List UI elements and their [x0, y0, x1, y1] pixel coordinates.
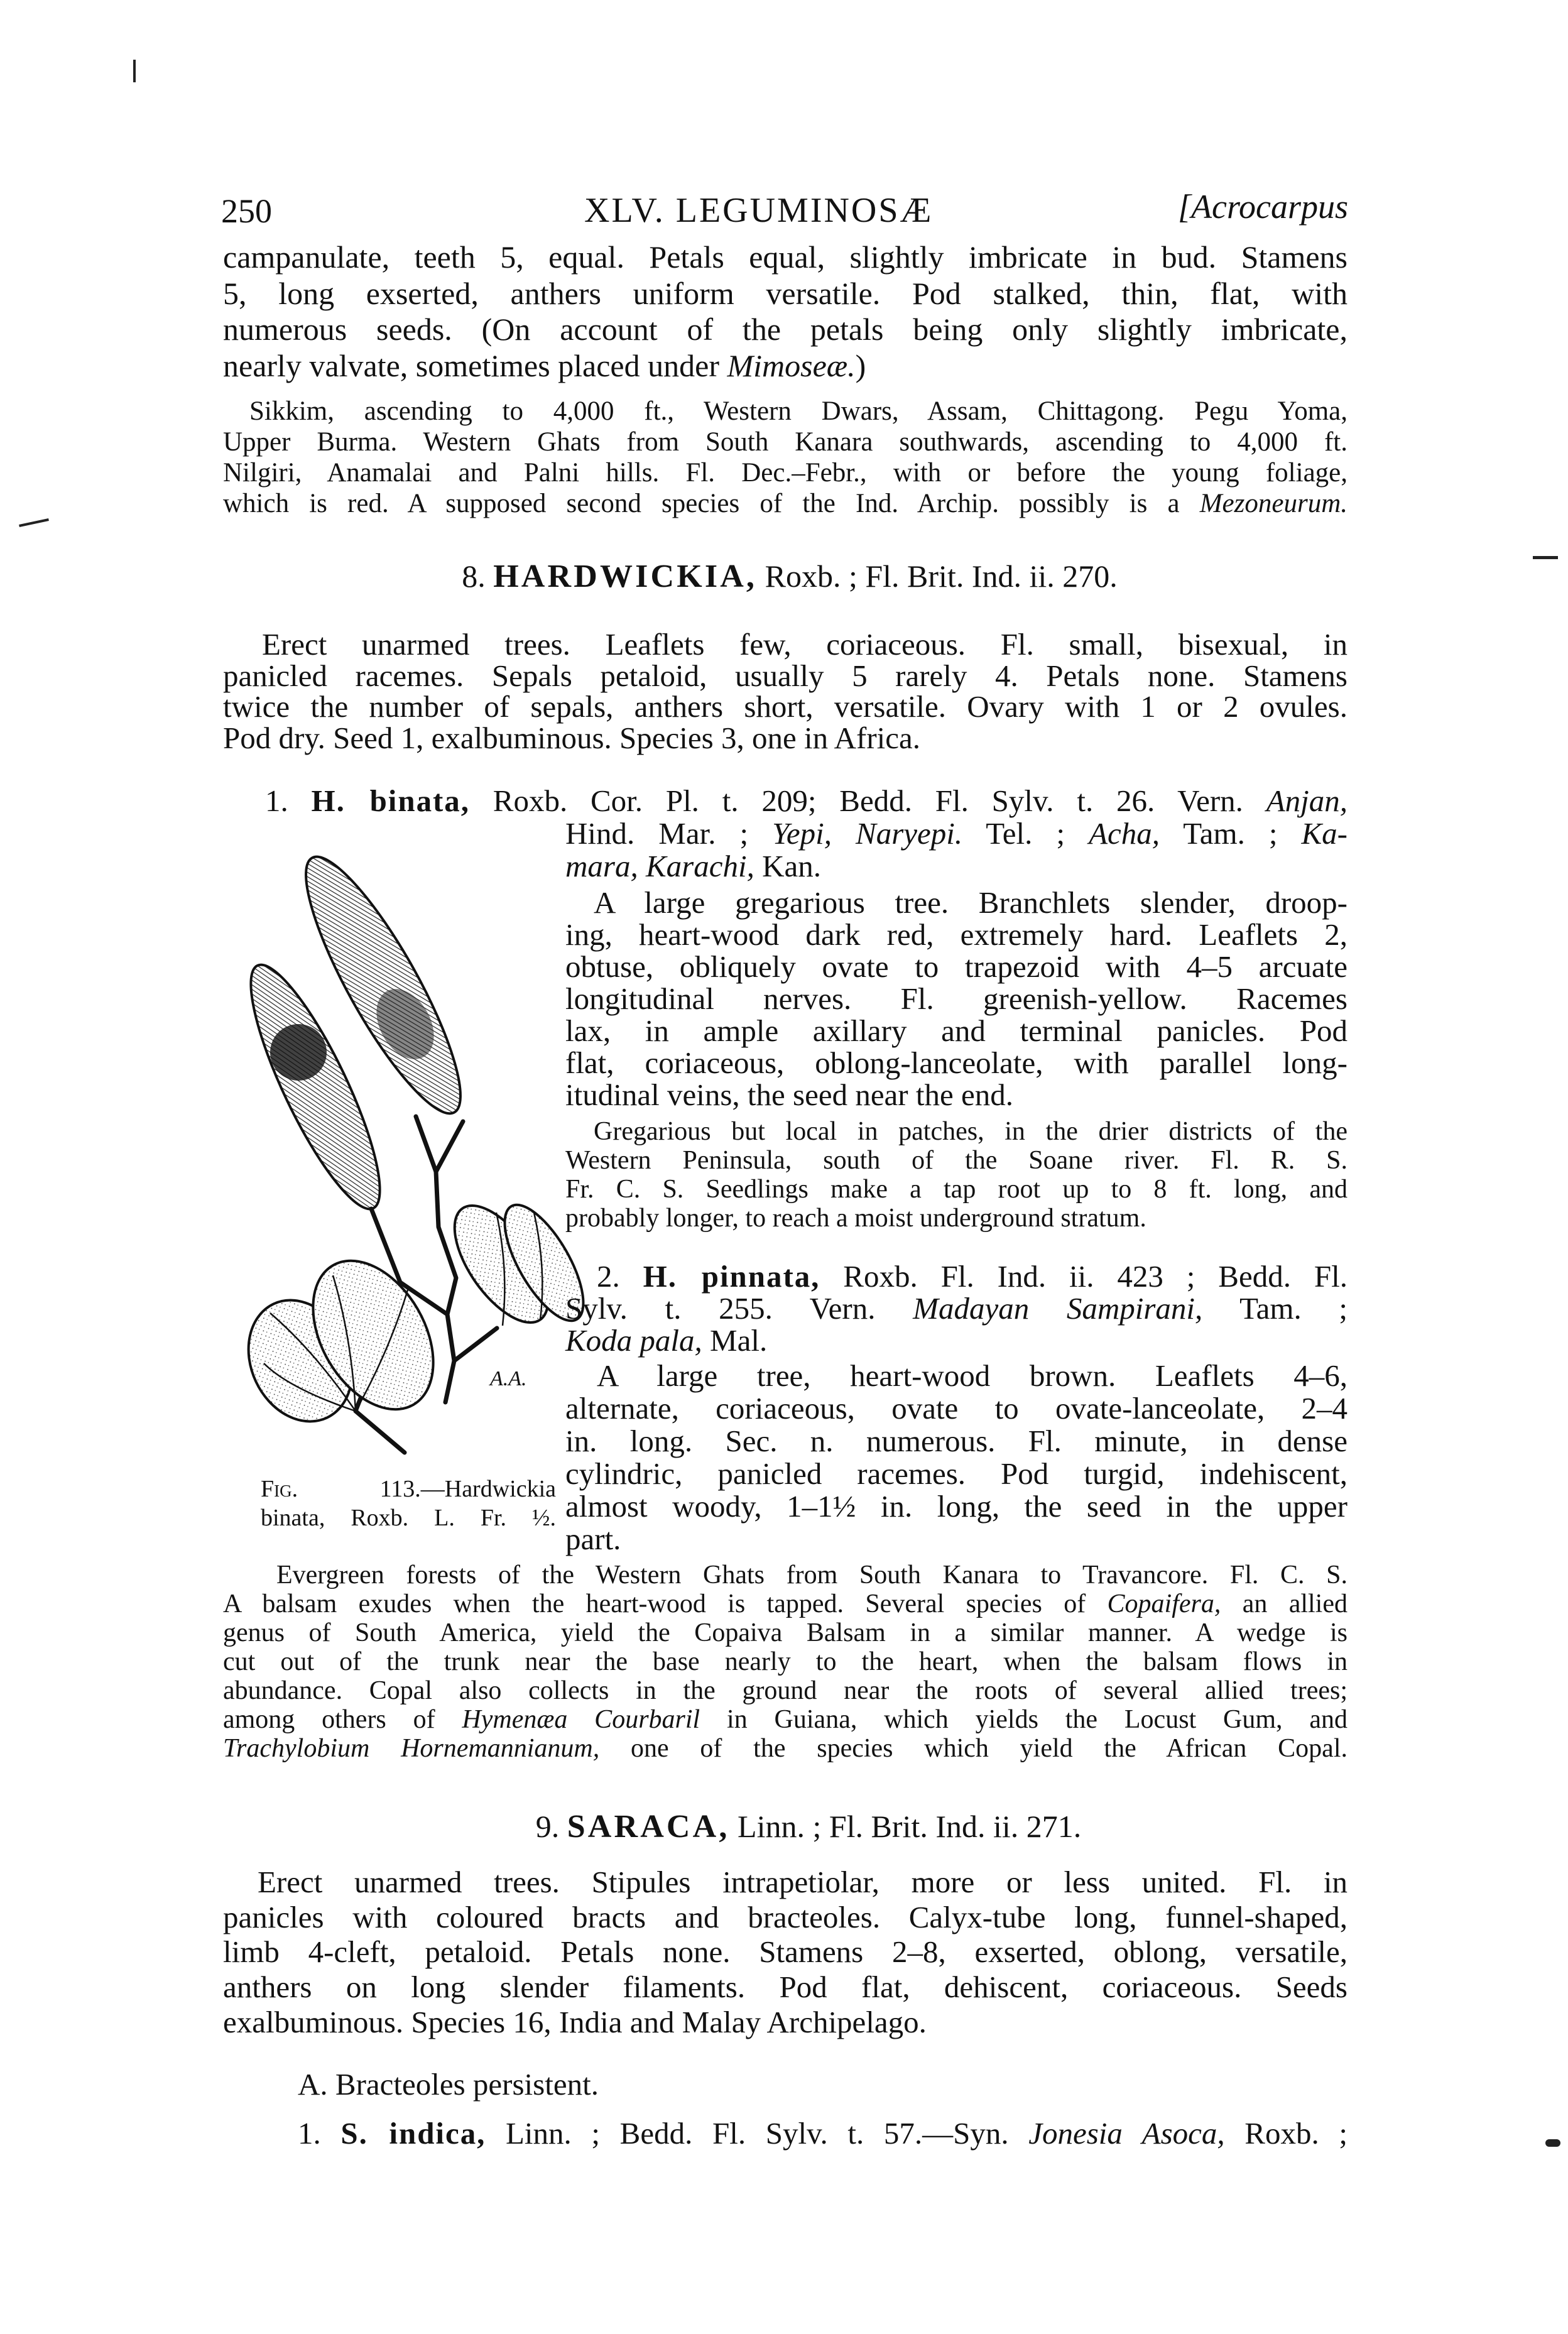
text-line — [276, 1561, 1348, 1590]
text-line — [565, 1047, 1348, 1079]
line-text — [223, 427, 1348, 457]
line-text — [565, 951, 1348, 983]
text-run: A. Bracteoles persistent. — [298, 2067, 599, 2102]
scan-mark — [1545, 2139, 1560, 2147]
text-line — [565, 1015, 1348, 1047]
text-line — [565, 1425, 1348, 1458]
pinnata-title-block — [565, 1260, 1348, 1356]
italic-text: Anjan, — [1266, 783, 1348, 818]
chapter-title: XLV. LEGUMINOSÆ — [584, 191, 934, 230]
line-text — [223, 691, 1348, 723]
text-run: Upper Burma. Western Ghats from South Kanara southwards, ascending to 4,000 ft. — [223, 427, 1348, 457]
line-text — [565, 1490, 1348, 1523]
text-line — [565, 1079, 1348, 1111]
line-text — [223, 1970, 1348, 2005]
line-text — [565, 1175, 1348, 1204]
text-line — [565, 1204, 1348, 1233]
text-run: one of the species which yield the African Copal. — [599, 1734, 1348, 1763]
text-run: Roxb. ; Fl. Brit. Ind. ii. 270. — [757, 559, 1118, 594]
text-line — [223, 1676, 1348, 1705]
scan-mark — [19, 518, 49, 527]
text-line — [565, 1392, 1348, 1425]
text-run: abundance. Copal also collects in the ground near the roots of several allied trees; — [223, 1676, 1348, 1705]
italic-text: mara, Karachi, — [565, 849, 754, 883]
text-run: which is red. A supposed second species of the Ind. Archip. possibly is a — [223, 489, 1200, 518]
text-run: cylindric, panicled racemes. Pod turgid, indehiscent, — [565, 1456, 1348, 1491]
text-run: Tel. ; — [962, 816, 1089, 851]
text-run: 113.—Hardwickia — [298, 1476, 556, 1502]
text-run: Sikkim, ascending to 4,000 ft., Western Dwars, Assam, Chittagong. Pegu Yoma, — [249, 396, 1348, 426]
italic-text: Yepi, Naryepi. — [772, 816, 963, 851]
text-line — [223, 1705, 1348, 1734]
line-text — [249, 396, 1348, 427]
text-run: among others of — [223, 1705, 462, 1734]
text-line — [223, 691, 1348, 723]
line-text — [565, 850, 821, 883]
line-text — [565, 1146, 1348, 1175]
text-run: part. — [565, 1522, 621, 1556]
text-line — [258, 1865, 1348, 1900]
bold-name: S. indica, — [340, 2116, 486, 2151]
text-line — [565, 951, 1348, 983]
text-line — [594, 1117, 1348, 1146]
text-line — [223, 488, 1348, 519]
binata-title-rest-block — [565, 817, 1348, 883]
text-run: anthers on long slender filaments. Pod flat, dehiscent, coriaceous. Seeds — [223, 1970, 1348, 2005]
text-run: Roxb. ; — [1224, 2116, 1348, 2151]
text-line — [223, 1934, 1348, 1970]
line-text — [265, 785, 1348, 817]
hardwickia-binata-illustration — [239, 836, 591, 1464]
line-text — [258, 1865, 1348, 1900]
text-line — [223, 312, 1348, 348]
text-run: ) — [855, 347, 866, 383]
text-run: exalbuminous. Species 16, India and Malay Archipelago. — [223, 2004, 927, 2039]
saraca-key-block — [298, 2067, 1348, 2102]
saraca-desc-block — [223, 1865, 1348, 2039]
line-text — [223, 720, 921, 755]
text-line — [565, 919, 1348, 951]
line-text — [223, 1705, 1348, 1734]
indica-title-block — [298, 2116, 1348, 2151]
text-run: numerous seeds. (On account of the petals being only slightly imbricate, — [223, 312, 1348, 347]
text-run: Kan. — [754, 849, 821, 883]
line-text — [594, 1117, 1348, 1146]
text-line — [565, 1146, 1348, 1175]
line-text — [261, 1503, 556, 1532]
line-text — [565, 1523, 621, 1556]
text-run: probably longer, to reach a moist underground stratum. — [565, 1204, 1146, 1233]
line-text — [565, 1015, 1348, 1047]
text-run: binata, Roxb. L. Fr. ½. — [261, 1505, 556, 1531]
binata-desc-block — [565, 886, 1348, 1111]
text-run: Pod dry. Seed 1, exalbuminous. Species 3, one in Africa. — [223, 720, 921, 755]
italic-text: Mimoseæ. — [727, 347, 856, 383]
text-run: almost woody, 1–1½ in. long, the seed in the upper — [565, 1489, 1348, 1524]
text-line — [565, 1458, 1348, 1490]
text-run: lax, in ample axillary and terminal panicles. Pod — [565, 1013, 1348, 1048]
text-run: 2. — [597, 1259, 643, 1294]
bold-name: HARDWICKIA, — [493, 559, 758, 594]
text-run: A large tree, heart-wood brown. Leaflets 4–6, — [597, 1358, 1348, 1393]
italic-text: Acha, — [1089, 816, 1160, 851]
hardwickia-desc-block — [223, 629, 1348, 753]
line-text — [565, 1392, 1348, 1425]
text-line — [565, 1490, 1348, 1523]
line-text — [565, 1079, 1013, 1111]
text-run: Sylv. t. 255. Vern. — [565, 1291, 913, 1326]
text-run: Mal. — [702, 1323, 768, 1358]
text-run: an allied — [1221, 1590, 1348, 1618]
text-run: panicles with coloured bracts and bracteoles. Calyx-tube long, funnel-shaped, — [223, 1899, 1348, 1934]
line-text — [565, 1047, 1348, 1079]
text-line — [223, 348, 1348, 384]
line-text — [594, 886, 1348, 919]
acrocarpus-desc-block — [223, 239, 1348, 384]
text-run: Nilgiri, Anamalai and Palni hills. Fl. Dec.–Febr., with or before the young foliage, — [223, 458, 1348, 488]
text-run: panicled racemes. Sepals petaloid, usually 5 rarely 4. Petals none. Stamens — [223, 658, 1348, 693]
italic-text: Hymenæa Courbaril — [462, 1705, 700, 1734]
italic-text: Madayan Sampirani, — [913, 1291, 1203, 1326]
text-run: Gregarious but local in patches, in the drier districts of the — [594, 1117, 1348, 1146]
text-line — [565, 1175, 1348, 1204]
text-run: Roxb. Cor. Pl. t. 209; Bedd. Fl. Sylv. t. 26. Vern. — [469, 783, 1266, 818]
line-text — [597, 1360, 1348, 1392]
text-run: genus of South America, yield the Copaiva Balsam in a similar manner. A wedge is — [223, 1618, 1348, 1647]
text-run: Western Peninsula, south of the Soane river. Fl. R. S. — [565, 1146, 1348, 1175]
text-run: twice the number of sepals, anthers short, versatile. Ovary with 1 or 2 ovules. — [223, 689, 1348, 724]
text-run: nearly valvate, sometimes placed under — [223, 347, 727, 383]
text-line — [261, 1503, 556, 1532]
text-line — [223, 1618, 1348, 1647]
text-run: alternate, coriaceous, ovate to ovate-lanceolate, 2–4 — [565, 1391, 1348, 1426]
text-line — [223, 457, 1348, 488]
text-run: cut out of the trunk near the base nearly to the heart, when the balsam flows in — [223, 1647, 1348, 1676]
text-line — [597, 1360, 1348, 1392]
binata-title-first-block — [265, 785, 1348, 817]
line-text — [223, 239, 1348, 276]
line-text — [223, 276, 1348, 312]
text-line — [262, 629, 1348, 660]
line-text — [223, 1676, 1348, 1705]
text-run: 9. — [535, 1809, 567, 1844]
running-head: [Acrocarpus — [1178, 188, 1348, 226]
text-line — [249, 396, 1348, 427]
line-text — [565, 919, 1348, 951]
line-text — [223, 348, 866, 384]
figure-caption-block — [261, 1475, 556, 1532]
line-text — [223, 1734, 1348, 1763]
text-line — [223, 239, 1348, 276]
text-line — [597, 1260, 1348, 1292]
text-run: Tam. ; — [1160, 816, 1302, 851]
text-line — [223, 1590, 1348, 1618]
leaflets-left — [239, 1240, 458, 1438]
line-text — [261, 1475, 556, 1503]
line-text — [223, 1934, 1348, 1970]
line-text — [262, 629, 1348, 660]
text-run: Linn. ; Bedd. Fl. Sylv. t. 57.—Syn. — [486, 2116, 1029, 2151]
scan-mark — [133, 60, 136, 82]
italic-text: Mezoneurum. — [1199, 489, 1348, 518]
line-text — [565, 1458, 1348, 1490]
text-run: Erect unarmed trees. Leaflets few, coriaceous. Fl. small, bisexual, in — [262, 627, 1348, 662]
line-text — [565, 983, 1348, 1015]
text-run: 8. — [462, 559, 494, 594]
pinnata-desc-block — [565, 1360, 1348, 1556]
text-run: A balsam exudes when the heart-wood is tapped. Several species of — [223, 1590, 1108, 1618]
line-text — [223, 1618, 1348, 1647]
text-line — [265, 785, 1348, 817]
text-line — [594, 886, 1348, 919]
text-run: Linn. ; Fl. Brit. Ind. ii. 271. — [729, 1809, 1082, 1844]
text-line — [565, 1523, 1348, 1556]
italic-text: Jonesia Asoca, — [1028, 2116, 1225, 2151]
line-text — [223, 488, 1348, 519]
text-run: obtuse, obliquely ovate to trapezoid with 4–5 arcuate — [565, 949, 1348, 984]
text-line — [223, 1970, 1348, 2005]
italic-text: Trachylobium Hornemannianum, — [223, 1734, 600, 1763]
scan-mark — [1533, 556, 1558, 559]
bold-name: H. binata, — [311, 783, 470, 818]
text-line — [565, 850, 1348, 883]
line-text — [223, 457, 1348, 488]
text-run: 5, long exserted, anthers uniform versatile. Pod stalked, thin, flat, with — [223, 275, 1348, 311]
text-run: in. long. Sec. n. numerous. Fl. minute, in dense — [565, 1424, 1348, 1458]
bold-name: H. pinnata, — [643, 1259, 820, 1294]
line-text — [223, 1900, 1348, 1935]
line-text — [223, 2005, 927, 2040]
text-run: 1. — [265, 783, 312, 818]
line-text — [565, 1425, 1348, 1458]
text-line — [223, 660, 1348, 692]
text-line — [223, 1734, 1348, 1763]
binata-dist-block — [565, 1117, 1348, 1233]
text-run: Roxb. Fl. Ind. ii. 423 ; Bedd. Fl. — [820, 1259, 1348, 1294]
text-run: Fr. C. S. Seedlings make a tap root up to 8 ft. long, and — [565, 1175, 1348, 1204]
text-line — [298, 2067, 1348, 2102]
line-text — [298, 2116, 1348, 2151]
text-run: A large gregarious tree. Branchlets slender, droop- — [594, 885, 1348, 920]
line-text — [223, 1590, 1348, 1618]
text-line — [223, 720, 1348, 755]
small-caps-text: Fig. — [261, 1476, 298, 1502]
text-run: Erect unarmed trees. Stipules intrapetiolar, more or less united. Fl. in — [258, 1865, 1348, 1899]
page-number: 250 — [221, 192, 272, 230]
text-run: flat, coriaceous, oblong-lanceolate, with parallel long- — [565, 1045, 1348, 1080]
text-run: longitudinal nerves. Fl. greenish-yellow. Racemes — [565, 981, 1348, 1016]
line-text — [565, 817, 1348, 850]
line-text — [565, 1324, 767, 1356]
text-line — [223, 1647, 1348, 1676]
line-text — [565, 1204, 1146, 1233]
line-text — [565, 1292, 1348, 1324]
text-line — [565, 817, 1348, 850]
text-line — [565, 1292, 1348, 1324]
text-line — [223, 1900, 1348, 1935]
line-text — [597, 1260, 1348, 1292]
text-run: Hind. Mar. ; — [565, 816, 773, 851]
text-line — [223, 2005, 1348, 2040]
text-line — [261, 1475, 556, 1503]
text-line — [223, 427, 1348, 457]
genus-heading-saraca — [491, 1808, 1126, 1845]
text-line — [565, 983, 1348, 1015]
text-run: 1. — [298, 2116, 341, 2151]
acrocarpus-dist-block — [223, 396, 1348, 519]
line-text — [298, 2067, 599, 2102]
text-run: limb 4-cleft, petaloid. Petals none. Stamens 2–8, exserted, oblong, versatile, — [223, 1934, 1348, 1970]
text-run: itudinal veins, the seed near the end. — [565, 1077, 1013, 1112]
pinnata-dist-block — [223, 1561, 1348, 1763]
line-text — [223, 1647, 1348, 1676]
italic-text: Koda pala, — [565, 1323, 702, 1358]
bold-name: SARACA, — [567, 1809, 730, 1845]
line-text — [276, 1561, 1348, 1590]
text-line — [565, 1324, 1348, 1356]
text-line — [223, 276, 1348, 312]
genus-heading-hardwickia — [410, 558, 1170, 595]
text-run: ing, heart-wood dark red, extremely hard. Leaflets 2, — [565, 917, 1348, 952]
text-run: campanulate, teeth 5, equal. Petals equal, slightly imbricate in bud. Stamens — [223, 239, 1348, 275]
text-run: in Guiana, which yields the Locust Gum, and — [700, 1705, 1348, 1734]
line-text — [223, 660, 1348, 692]
text-line — [298, 2116, 1348, 2151]
text-run: Evergreen forests of the Western Ghats from South Kanara to Travancore. Fl. C. S. — [276, 1561, 1348, 1590]
text-run: Tam. ; — [1202, 1291, 1348, 1326]
artist-initials: A.A. — [490, 1367, 527, 1390]
italic-text: Ka- — [1301, 816, 1348, 851]
line-text — [223, 312, 1348, 348]
italic-text: Copaifera, — [1107, 1590, 1221, 1618]
